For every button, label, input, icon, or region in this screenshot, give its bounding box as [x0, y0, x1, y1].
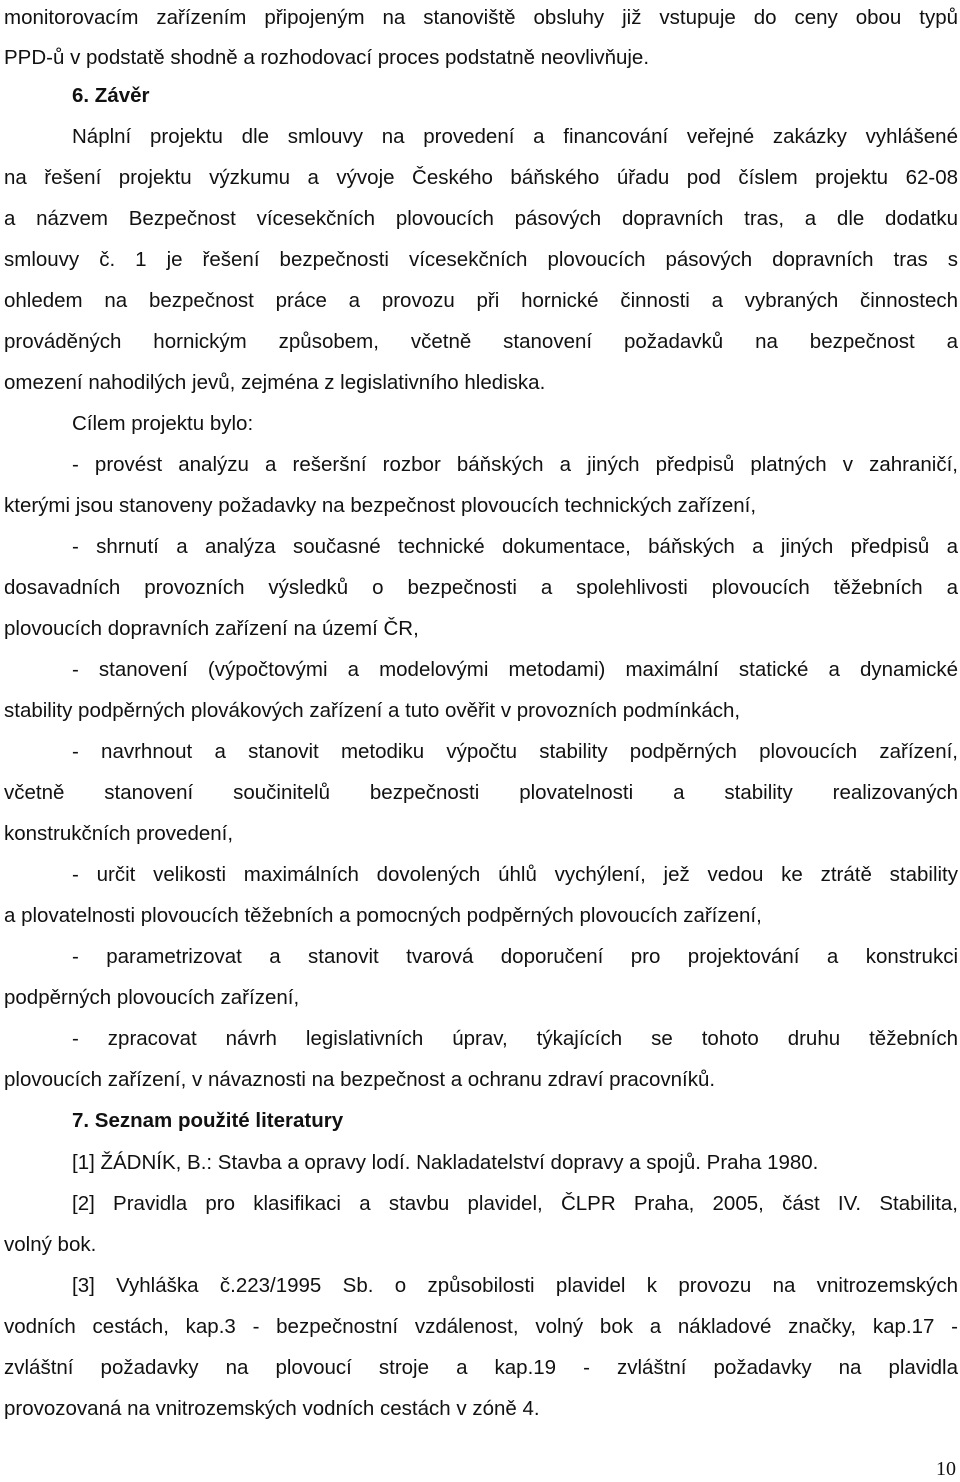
text-line: včetně stanovení součinitelů bezpečnosti plovatelnosti a stability realizovaných	[4, 781, 958, 804]
text-line: - parametrizovat a stanovit tvarová doporučení pro projektování a konstrukci	[72, 945, 958, 968]
reference-item: [1] ŽÁDNÍK, B.: Stavba a opravy lodí. Nakladatelství dopravy a spojů. Praha 1980.	[72, 1151, 819, 1174]
text-line: na řešení projektu výzkumu a vývoje Českého báňského úřadu pod číslem projektu 62-08	[4, 166, 958, 189]
text-line: Náplní projektu dle smlouvy na provedení a financování veřejné zakázky vyhlášené	[72, 125, 958, 148]
text-line: zvláštní požadavky na plovoucí stroje a kap.19 - zvláštní požadavky na plavidla	[4, 1356, 958, 1379]
text-line: Cílem projektu bylo:	[72, 412, 254, 435]
text-line: plovoucích dopravních zařízení na území ČR,	[4, 617, 419, 640]
text-line: vodních cestách, kap.3 - bezpečnostní vzdálenost, volný bok a nákladové značky, kap.17 -	[4, 1315, 958, 1338]
text-line: - provést analýzu a rešeršní rozbor báňských a jiných předpisů platných v zahraničí,	[72, 453, 958, 476]
text-line: volný bok.	[4, 1233, 97, 1256]
text-line: - zpracovat návrh legislativních úprav, týkajících se tohoto druhu těžebních	[72, 1027, 958, 1050]
text-line: ohledem na bezpečnost práce a provozu při hornické činnosti a vybraných činnostech	[4, 289, 958, 312]
text-line: prováděných hornickým způsobem, včetně stanovení požadavků na bezpečnost a	[4, 330, 958, 353]
text-line: dosavadních provozních výsledků o bezpečnosti a spolehlivosti plovoucích těžebních a	[4, 576, 958, 599]
page-number: 10	[936, 1458, 956, 1480]
text-line: kterými jsou stanoveny požadavky na bezpečnost plovoucích technických zařízení,	[4, 494, 757, 517]
reference-item: [3] Vyhláška č.223/1995 Sb. o způsobilosti plavidel k provozu na vnitrozemských	[72, 1274, 958, 1297]
text-line: stability podpěrných plovákových zařízení a tuto ověřit v provozních podmínkách,	[4, 699, 741, 722]
text-line: a plovatelnosti plovoucích těžebních a pomocných podpěrných plovoucích zařízení,	[4, 904, 762, 927]
text-line: - shrnutí a analýza současné technické dokumentace, báňských a jiných předpisů a	[72, 535, 958, 558]
text-line: podpěrných plovoucích zařízení,	[4, 986, 300, 1009]
text-line: provozovaná na vnitrozemských vodních cestách v zóně 4.	[4, 1397, 540, 1420]
text-line: omezení nahodilých jevů, zejména z legislativního hlediska.	[4, 371, 546, 394]
text-line: smlouvy č. 1 je řešení bezpečnosti vícesekčních plovoucích pásových dopravních tras s	[4, 248, 958, 271]
section-heading: 7. Seznam použité literatury	[72, 1109, 344, 1132]
reference-item: [2] Pravidla pro klasifikaci a stavbu plavidel, ČLPR Praha, 2005, část IV. Stabilita,	[72, 1192, 958, 1215]
text-line: plovoucích zařízení, v návaznosti na bezpečnost a ochranu zdraví pracovníků.	[4, 1068, 716, 1091]
text-line: monitorovacím zařízením připojeným na stanoviště obsluhy již vstupuje do ceny obou typů	[4, 6, 958, 29]
text-line: - určit velikosti maximálních dovolených úhlů vychýlení, jež vedou ke ztrátě stability	[72, 863, 958, 886]
text-line: a názvem Bezpečnost vícesekčních plovoucích pásových dopravních tras, a dle dodatku	[4, 207, 958, 230]
section-heading: 6. Závěr	[72, 84, 150, 107]
text-line: konstrukčních provedení,	[4, 822, 234, 845]
text-line: - navrhnout a stanovit metodiku výpočtu stability podpěrných plovoucích zařízení,	[72, 740, 958, 763]
text-line: - stanovení (výpočtovými a modelovými metodami) maximální statické a dynamické	[72, 658, 958, 681]
text-line: PPD-ů v podstatě shodně a rozhodovací proces podstatně neovlivňuje.	[4, 46, 650, 69]
